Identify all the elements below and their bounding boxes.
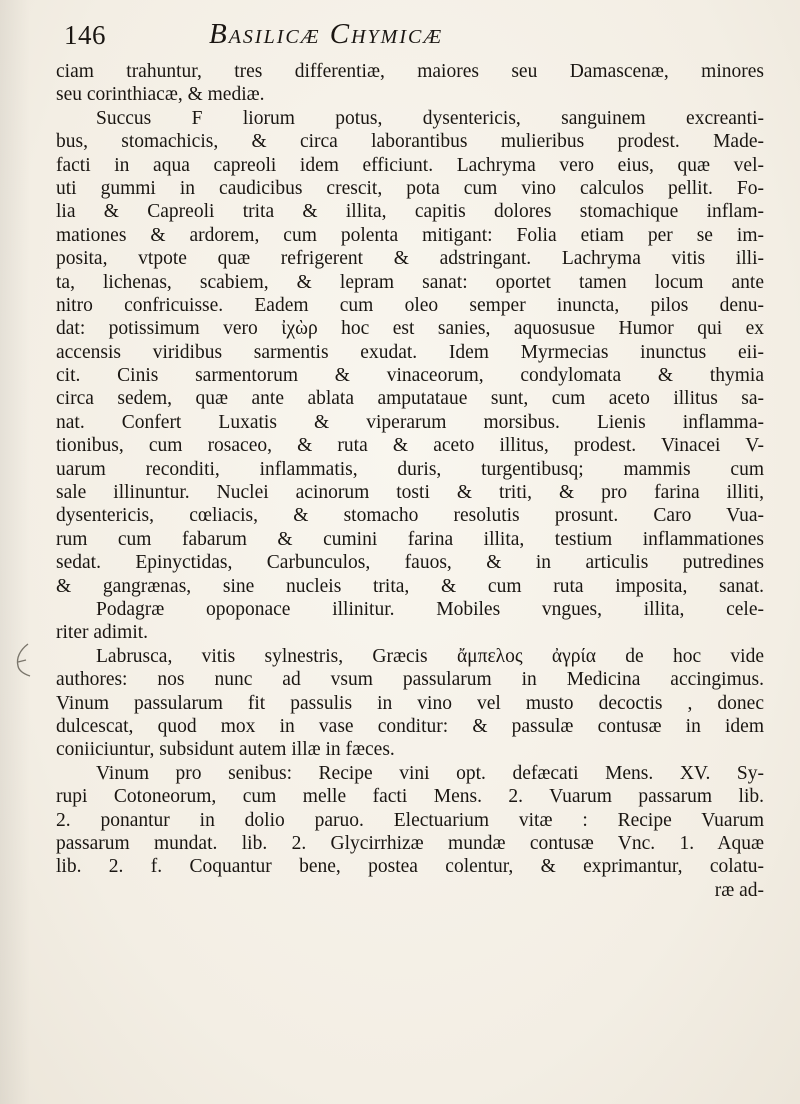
text-line: posita, vtpote quæ refrigerent & adstringant. Lachryma vitis illi-: [56, 248, 764, 270]
text-line: & gangrænas, sine nucleis trita, & cum ruta imposita, sanat.: [56, 575, 764, 597]
text-line: uarum reconditi, inflammatis, duris, turgentibusq; mammis cum: [56, 458, 764, 480]
text-line: bus, stomachicis, & circa laborantibus mulieribus prodest. Made-: [56, 131, 764, 153]
running-head: Basilicæ Chymicæ: [209, 18, 444, 50]
text-line: Podagræ opoponace illinitur. Mobiles vngues, illita, cele-: [96, 598, 764, 620]
text-line: nat. Confert Luxatis & viperarum morsibus. Lienis inflamma-: [56, 411, 764, 433]
text-line: lib. 2. f. Coquantur bene, postea colentur, & exprimantur, colatu-: [56, 856, 764, 878]
text-line: coniiciuntur, subsidunt autem illæ in fæces.: [56, 739, 395, 761]
text-line: circa sedem, quæ ante ablata amputataue sunt, cum aceto illitus sa-: [56, 388, 764, 410]
text-line: rupi Cotoneorum, cum melle facti Mens. 2. Vuarum passarum lib.: [56, 786, 764, 808]
text-line: seu corinthiacæ, & mediæ.: [56, 84, 265, 106]
text-line: rum cum fabarum & cumini farina illita, testium inflammationes: [56, 528, 764, 550]
text-line: Succus F liorum potus, dysentericis, sanguinem excreanti-: [96, 107, 764, 129]
text-line: dulcescat, quod mox in vase conditur: & passulæ contusæ in idem: [56, 715, 764, 737]
gutter-shadow: [0, 0, 30, 1104]
text-line: nitro confricuisse. Eadem cum oleo semper inuncta, pilos denu-: [56, 294, 764, 316]
body-text: [56, 60, 764, 902]
margin-ink-mark: [10, 640, 36, 680]
text-line: Vinum pro senibus: Recipe vini opt. defæcati Mens. XV. Sy-: [96, 762, 764, 784]
text-line: ciam trahuntur, tres differentiæ, maiores seu Damascenæ, minores: [56, 61, 764, 82]
text-line: authores: nos nunc ad vsum passularum in Medicina accingimus.: [56, 669, 764, 691]
catchword: ræ ad-: [714, 879, 764, 901]
text-line: 2. ponantur in dolio paruo. Electuarium vitæ : Recipe Vuarum: [56, 809, 764, 831]
text-line: ta, lichenas, scabiem, & lepram sanat: oportet tamen locum ante: [56, 271, 764, 293]
text-line: accensis viridibus sarmentis exudat. Idem Myrmecias inunctus eii-: [56, 341, 764, 363]
text-line: lia & Capreoli trita & illita, capitis dolores stomachique inflam-: [56, 201, 764, 223]
text-line: mationes & ardorem, cum polenta mitigant: Folia etiam per se im-: [56, 224, 764, 246]
text-line: riter adimit.: [56, 622, 149, 644]
text-line: dat: potissimum vero ἰχὼρ hoc est sanies, aquosusue Humor qui ex: [56, 318, 764, 340]
text-line: cit. Cinis sarmentorum & vinaceorum, condylomata & thymia: [56, 365, 764, 387]
text-line: Vinum passularum fit passulis in vino vel musto decoctis , donec: [56, 692, 764, 714]
text-line: Labrusca, vitis sylnestris, Græcis ἄμπελος ἀγρία de hoc vide: [96, 645, 764, 667]
text-line: sale illinuntur. Nuclei acinorum tosti & triti, & pro farina illiti,: [56, 482, 764, 504]
page-number: 146: [64, 20, 106, 50]
text-line: dysentericis, cœliacis, & stomacho resolutis prosunt. Caro Vua-: [56, 505, 764, 527]
text-line: sedat. Epinyctidas, Carbunculos, fauos, & in articulis putredines: [56, 552, 764, 574]
text-line: passarum mundat. lib. 2. Glycirrhizæ mundæ contusæ Vnc. 1. Aquæ: [56, 832, 764, 854]
text-line: facti in aqua capreoli idem efficiunt. Lachryma vero eius, quæ vel-: [56, 154, 764, 176]
page-header: [64, 18, 764, 58]
text-line: tionibus, cum rosaceo, & ruta & aceto illitus, prodest. Vinacei V-: [56, 435, 764, 457]
text-line: uti gummi in caudicibus crescit, pota cum vino calculos pellit. Fo-: [56, 177, 764, 199]
